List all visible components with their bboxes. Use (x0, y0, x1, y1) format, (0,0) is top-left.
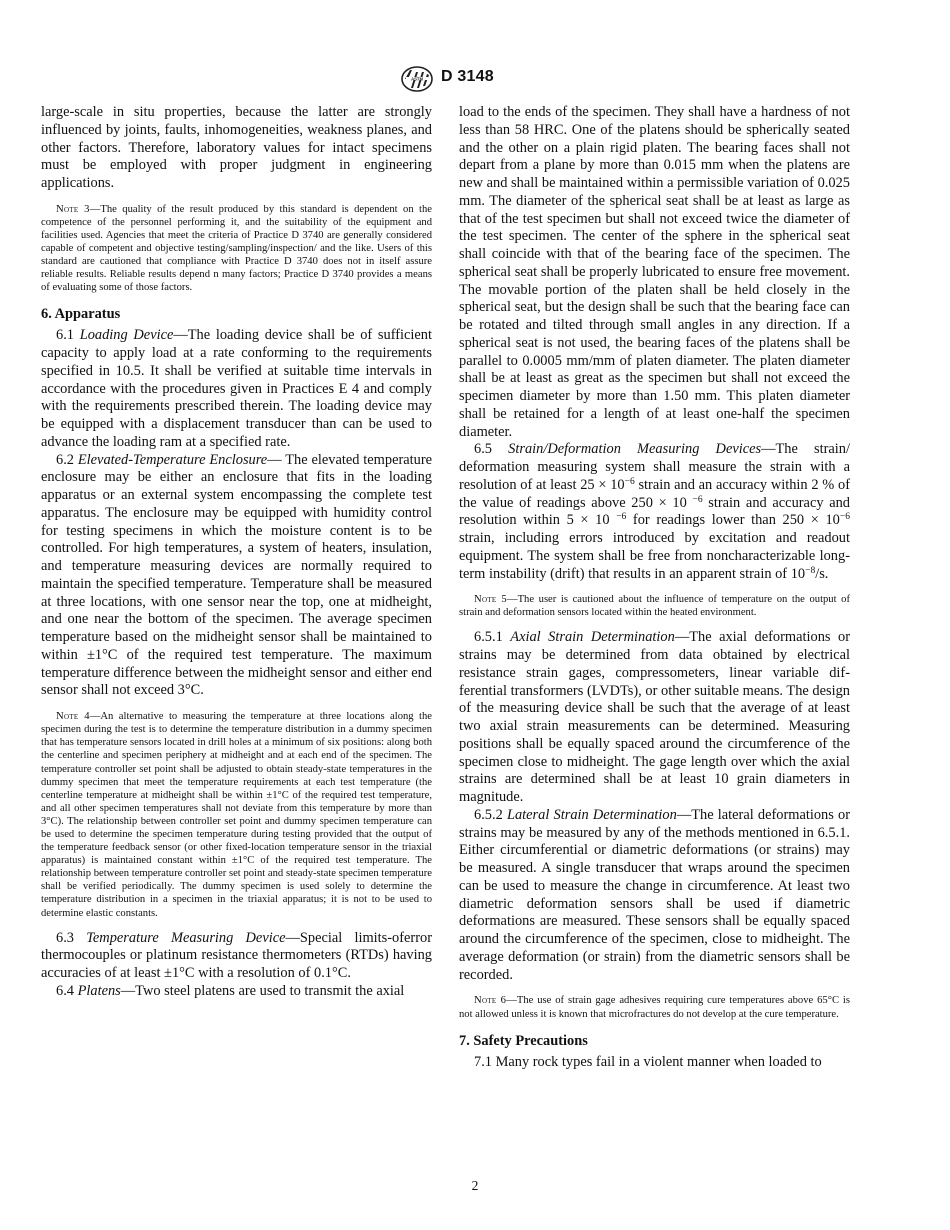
document-id: D 3148 (441, 68, 494, 85)
exponent: −8 (805, 565, 816, 576)
clause-title: Loading Device (79, 327, 174, 344)
paragraph-6-5-1 (459, 629, 850, 807)
clause-text: —The loading device shall be of sufficient capacity to apply load at a rate conforming to the requirements specified in 10.5. It shall be verified at suitable time intervals in accordance with the procedures given in Practices E 4 and comply with the requirements prescribed therein. The loading device may be equipped with a displacement transducer than can be used to advance the loading ram at a specified rate. (41, 327, 432, 450)
note-label: Note 6 (474, 995, 507, 1007)
note-text: —An alternative to measuring the temperature at three locations along the specimen during the test is to determine the temperature distribution in a dummy specimen that has temperature sensors located in drill holes at a minimum of six positions: along both the centerline and specimen periphery at midheight and at each end of the specimen. The temperature controller set point shall be adjusted to obtain steady-state temperatures in the dummy specimen that meet the temperature requirements at each test temperature (the centerline temperature at midheight shall be within ±1°C of the required test temperature, and all other specimen temperatures shall not deviate from this temperature by more than 3°C). The relationship between controller set point and dummy specimen temperature can be used to determine the specimen temperature during testing provided that the output of the temperature feedback sensor (or other fixed-location temperature sensor in the triaxial apparatus) is maintained constant within ±1°C of the required test temperature. The relationship between temperature controller set point and steady-state specimen temperature shall be verified periodically. The dummy specimen is used solely to determine the temperature distribution in a specimen in the triaxial apparatus; it is not to be used to determine elastic constants. (41, 711, 432, 919)
clause-text: —Special limits-oferror thermocouples or platinum resistance thermometers (RTDs) having accuracies of at least ±1°C with a resolution of 0.1°C. (41, 929, 432, 982)
page-number: 2 (471, 1178, 479, 1193)
clause-text: /s. (815, 565, 829, 582)
paragraph-6-3 (41, 930, 432, 983)
clause-number: 6.1 (56, 327, 80, 344)
clause-text: — The elevated temperature enclosure may be either an enclosure that fits in the loading apparatus or an external system encompassing the complete test apparatus. The enclosure may be equipped with humidity control for testing specimens in which the moisture content is to be controlled. For high temperatures, a system of heaters, insulation, and temperature measuring devices are normally required to maintain the specified temperature. Temperature shall be measured at three locations, with one sensor near the top, one at midheight, and one near the bottom of the specimen. The average specimen temperature based on the midheight sensor shall be maintained to within ±1°C of the required test temperature. The maximum temperature difference between the midheight sensor and either end sensor shall not exceed 3°C. (41, 451, 433, 699)
clause-text: strain and an accuracy within 2 % of the value of readings above 250 × 10 (459, 476, 850, 511)
section-heading-safety: 7. Safety Precautions (459, 1032, 588, 1049)
note-text: —The user is cautioned about the influence of temperature on the output of strain and deformation sensors located within the heated environment. (459, 594, 850, 619)
clause-number: 6.5.2 (474, 806, 507, 823)
exponent: −6 (692, 494, 703, 505)
clause-title: Lateral Strain Determination (506, 806, 677, 823)
clause-number: 6.5 (474, 441, 509, 458)
paragraph-6-4 (41, 983, 432, 1001)
clause-number: 6.3 (56, 929, 87, 946)
note-text: —The quality of the result produced by this standard is dependent on the competence of the personnel performing it, and the suitability of the equipment and facilities used. Agencies that meet the criteria of Practice D 3740 are generally considered capable of competent and objective testing/sampling/inspection/ and the like. Users of this standard are cautioned that compliance with Practice D 3740 does not in itself assure reliable results. Reliable results depend n many factors; Practice D 3740 provides a means of evaluating some of those factors. (41, 203, 432, 294)
clause-text: —The strain/ deformation measuring system shall measure the strain with a resolution of at least 25 × 10 (459, 441, 850, 493)
exponent: −6 (839, 512, 850, 523)
left-column (41, 104, 432, 1001)
clause-text: strain and accuracy and resolution within 5 × 10 (459, 494, 850, 529)
section-heading-apparatus: 6. Apparatus (41, 306, 121, 323)
clause-text: for readings lower than 250 × 10 (626, 512, 840, 529)
exponent: −6 (616, 512, 627, 523)
paragraph-6-5-2 (459, 807, 850, 985)
intro-paragraph: large-scale in situ properties, because the latter are strongly influenced by joints, faults, inhomogeneities, weakness planes, and other factors. Therefore, laboratory values for intact specimens must be employed with proper judgment in engineering applications. (41, 104, 432, 191)
clause-title: Platens (77, 982, 121, 999)
note-label: Note 4 (56, 711, 90, 723)
page-header (0, 66, 950, 94)
note-4 (41, 710, 432, 920)
note-label: Note 3 (56, 203, 90, 215)
clause-text: strain, including errors introduced by excitation and readout equipment. The system shall be free from noncharacterizable long-term instability (drift) that results in an apparent strain of 10 (459, 530, 850, 582)
clause-number: 6.2 (56, 451, 78, 468)
clause-title: Elevated-Temperature Enclosure (77, 451, 268, 468)
clause-title: Temperature Measuring Device (86, 929, 286, 946)
note-5 (459, 593, 850, 619)
astm-logo-icon (400, 66, 434, 92)
clause-text: —Two steel platens are used to transmit the axial (120, 982, 405, 999)
clause-title: Axial Strain Determination (510, 629, 675, 646)
paragraph-6-4-continued: load to the ends of the specimen. They shall have a hardness of not less than 58 HRC. One of the platens should be spherically seated and the other on a plain rigid platen. The bearing faces shall not depart from a plane by more than 0.015 mm when the platens are new and shall be maintained within a permissible variation of 0.025 mm. The diameter of the spherical seat shall be at least as large as that of the test specimen but shall not exceed twice the diameter of the test specimen. The center of the sphere in the spherical seat shall coincide with that of the bearing face of the specimen. The spherical seat shall be properly lubricated to ensure free movement. The movable portion of the platen shall be held closely in the spherical seat, but the design shall be such that the bearing face can be rotated and tilted through small angles in any direction. If a spherical seat is not used, the bearing faces of the platens shall be parallel to 0.0005 mm/mm of platen diameter. The platen diameter shall be at least as great as the specimen but shall not exceed the specimen diameter by more than 1.50 mm. This platen diameter shall be retained for a length of at least one-half the specimen diameter. (459, 104, 850, 440)
clause-title: Strain/Deformation Measuring Devices (508, 441, 762, 458)
clause-number: 6.4 (56, 982, 78, 999)
paragraph-7-1: 7.1 Many rock types fail in a violent manner when loaded to (474, 1053, 822, 1070)
clause-text: —The axial deformations or strains may be determined from data obtained by electrical resistance strain gages, compressometers, linear variable differential transformers (LVDTs), or other suitable means. The design of the measuring device shall be such that the average of at least two axial strain measurements can be determined. Measuring positions shall be equally spaced around the circumference of the specimen close to midheight. The gage length over which the axial strains are determined shall be at least 10 grain diameters in magnitude. (459, 629, 850, 806)
exponent: −6 (624, 476, 635, 487)
svg-text:ASTM: ASTM (411, 76, 423, 82)
note-3 (41, 203, 432, 295)
clause-text: —The lateral deformations or strains may be measured by any of the methods mentioned in 6.5.1. Either circumferential or diametric deformations (or strains) may be measured. A single transducer that wraps around the specimen can be used to measure the change in circumference. At least two diametric deformation sensors shall be used if diametric deformations are measured. These sensors shall be equally spaced around the circumference of the specimen, close to midheight. The average deformation (or strain) from the diametric sensors shall be recorded. (459, 806, 850, 983)
paragraph-6-1 (41, 327, 432, 451)
note-6 (459, 994, 850, 1020)
note-label: Note 5 (474, 594, 507, 606)
right-column (459, 104, 850, 1071)
paragraph-6-5 (459, 441, 850, 583)
note-text: —The use of strain gage adhesives requiring cure temperatures above 65°C is not allowed unless it is known that microfractures do not develop at the cure temperature. (459, 995, 850, 1020)
paragraph-6-2 (41, 452, 432, 701)
clause-number: 6.5.1 (474, 629, 511, 646)
